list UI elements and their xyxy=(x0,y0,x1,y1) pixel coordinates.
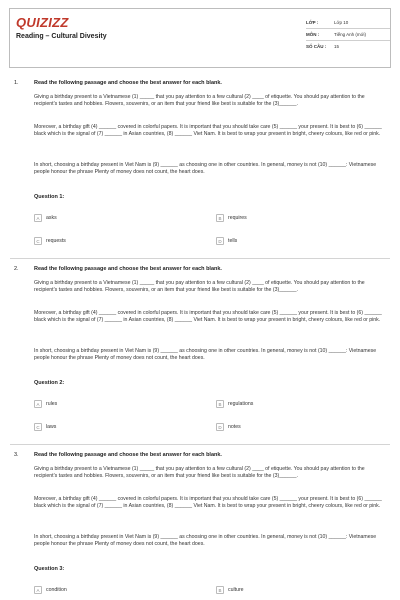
meta-row-count xyxy=(306,41,390,52)
passage-paragraph: In short, choosing a birthday present in Viet Nam is (9) ______ as choosing one in other countries. In general, money is not (10) ______: Vietnamese people honour the phrase Plenty of money does not count, the heart does. xyxy=(34,534,377,548)
option-text: asks xyxy=(46,215,57,221)
answer-option[interactable] xyxy=(34,237,66,245)
answer-option[interactable] xyxy=(34,400,57,408)
option-text: requires xyxy=(228,215,247,221)
option-letter-box: D xyxy=(216,237,224,245)
meta-label: SỐ CÂU : xyxy=(306,44,327,49)
question-instruction: Read the following passage and choose the best answer for each blank. xyxy=(34,80,222,86)
option-text: regulations xyxy=(228,401,254,407)
option-letter-box: D xyxy=(216,423,224,431)
option-text: tells xyxy=(228,238,238,244)
option-letter-box: A xyxy=(34,586,42,594)
option-text: requests xyxy=(46,238,66,244)
meta-label: MÔN : xyxy=(306,32,320,37)
passage-paragraph: Moreover, a birthday gift (4) ______ covered in colorful papers. It is important that you should take care (5) ______ your present. It is best to (6) ______ black which is the signal of (7) ______ in Asian countries, (8) ______ Viet Nam. It is best to wrap your present in bright, cheery colours, like red or pink. xyxy=(34,124,382,138)
option-text: rules xyxy=(46,401,58,407)
meta-label: LỚP : xyxy=(306,20,319,25)
answer-option[interactable] xyxy=(216,586,244,594)
option-letter-box: B xyxy=(216,214,224,222)
meta-value: 15 xyxy=(334,44,340,49)
meta-row-class xyxy=(306,17,390,29)
question-block xyxy=(14,452,386,600)
passage-paragraph: Moreover, a birthday gift (4) ______ covered in colorful papers. It is important that you should take care (5) ______ your present. It is best to (6) ______ black which is the signal of (7) ______ in Asian countries, (8) ______ Viet Nam. It is best to wrap your present in bright, cheery colours, like red or pink. xyxy=(34,496,382,510)
question-number: 1. xyxy=(14,80,19,86)
question-instruction: Read the following passage and choose the best answer for each blank. xyxy=(34,452,222,458)
option-letter-box: A xyxy=(34,214,42,222)
option-text: laws xyxy=(46,424,57,430)
quizizz-logo: QUIZIZZ xyxy=(16,15,69,30)
meta-value: Tiếng Anh (mới) xyxy=(334,32,367,37)
option-letter-box: B xyxy=(216,400,224,408)
meta-value: Lớp 10 xyxy=(334,20,349,25)
option-text: condition xyxy=(46,587,67,593)
passage-paragraph: In short, choosing a birthday present in Viet Nam is (9) ______ as choosing one in other countries. In general, money is not (10) ______: Vietnamese people honour the phrase Plenty of money does not count, the heart does. xyxy=(34,348,377,362)
option-text: culture xyxy=(228,587,244,593)
passage-paragraph: Giving a birthday present to a Vietnamese (1) _____ that you pay attention to a few cultural (2) ____ of etiquette. You should pay attention to the recipient's tastes and hobbies. Flowers, souvenirs, or an item that your friend like best is suitable for the (3)______. xyxy=(34,466,365,480)
option-letter-box: C xyxy=(34,423,42,431)
question-block xyxy=(14,80,386,256)
answer-option[interactable] xyxy=(216,400,253,408)
question-label: Question 2: xyxy=(34,380,65,386)
option-text: notes xyxy=(228,424,241,430)
question-instruction: Read the following passage and choose the best answer for each blank. xyxy=(34,266,222,272)
question-block xyxy=(14,266,386,442)
document-title: Reading – Cultural Divesity xyxy=(16,33,107,40)
question-number: 2. xyxy=(14,266,19,272)
question-divider xyxy=(10,258,390,259)
question-number: 3. xyxy=(14,452,19,458)
meta-table xyxy=(306,17,390,52)
answer-option[interactable] xyxy=(216,214,247,222)
passage-paragraph: Giving a birthday present to a Vietnamese (1) _____ that you pay attention to a few cultural (2) ____ of etiquette. You should pay attention to the recipient's tastes and hobbies. Flowers, souvenirs, or an item that your friend like best is suitable for the (3)______. xyxy=(34,94,365,108)
question-divider xyxy=(10,444,390,445)
passage-paragraph: Moreover, a birthday gift (4) ______ covered in colorful papers. It is important that you should take care (5) ______ your present. It is best to (6) ______ black which is the signal of (7) ______ in Asian countries, (8) ______ Viet Nam. It is best to wrap your present in bright, cheery colours, like red or pink. xyxy=(34,310,382,324)
answer-option[interactable] xyxy=(34,423,56,431)
answer-option[interactable] xyxy=(34,214,57,222)
option-letter-box: B xyxy=(216,586,224,594)
question-label: Question 3: xyxy=(34,566,65,572)
answer-option[interactable] xyxy=(34,586,67,594)
worksheet-header xyxy=(9,8,391,68)
passage-paragraph: In short, choosing a birthday present in Viet Nam is (9) ______ as choosing one in other countries. In general, money is not (10) ______: Vietnamese people honour the phrase Plenty of money does not count, the heart does. xyxy=(34,162,377,176)
option-letter-box: C xyxy=(34,237,42,245)
option-letter-box: A xyxy=(34,400,42,408)
meta-row-subject xyxy=(306,29,390,41)
passage-paragraph: Giving a birthday present to a Vietnamese (1) _____ that you pay attention to a few cultural (2) ____ of etiquette. You should pay attention to the recipient's tastes and hobbies. Flowers, souvenirs, or an item that your friend like best is suitable for the (3)______. xyxy=(34,280,365,294)
question-label: Question 1: xyxy=(34,194,65,200)
answer-option[interactable] xyxy=(216,237,237,245)
answer-option[interactable] xyxy=(216,423,241,431)
